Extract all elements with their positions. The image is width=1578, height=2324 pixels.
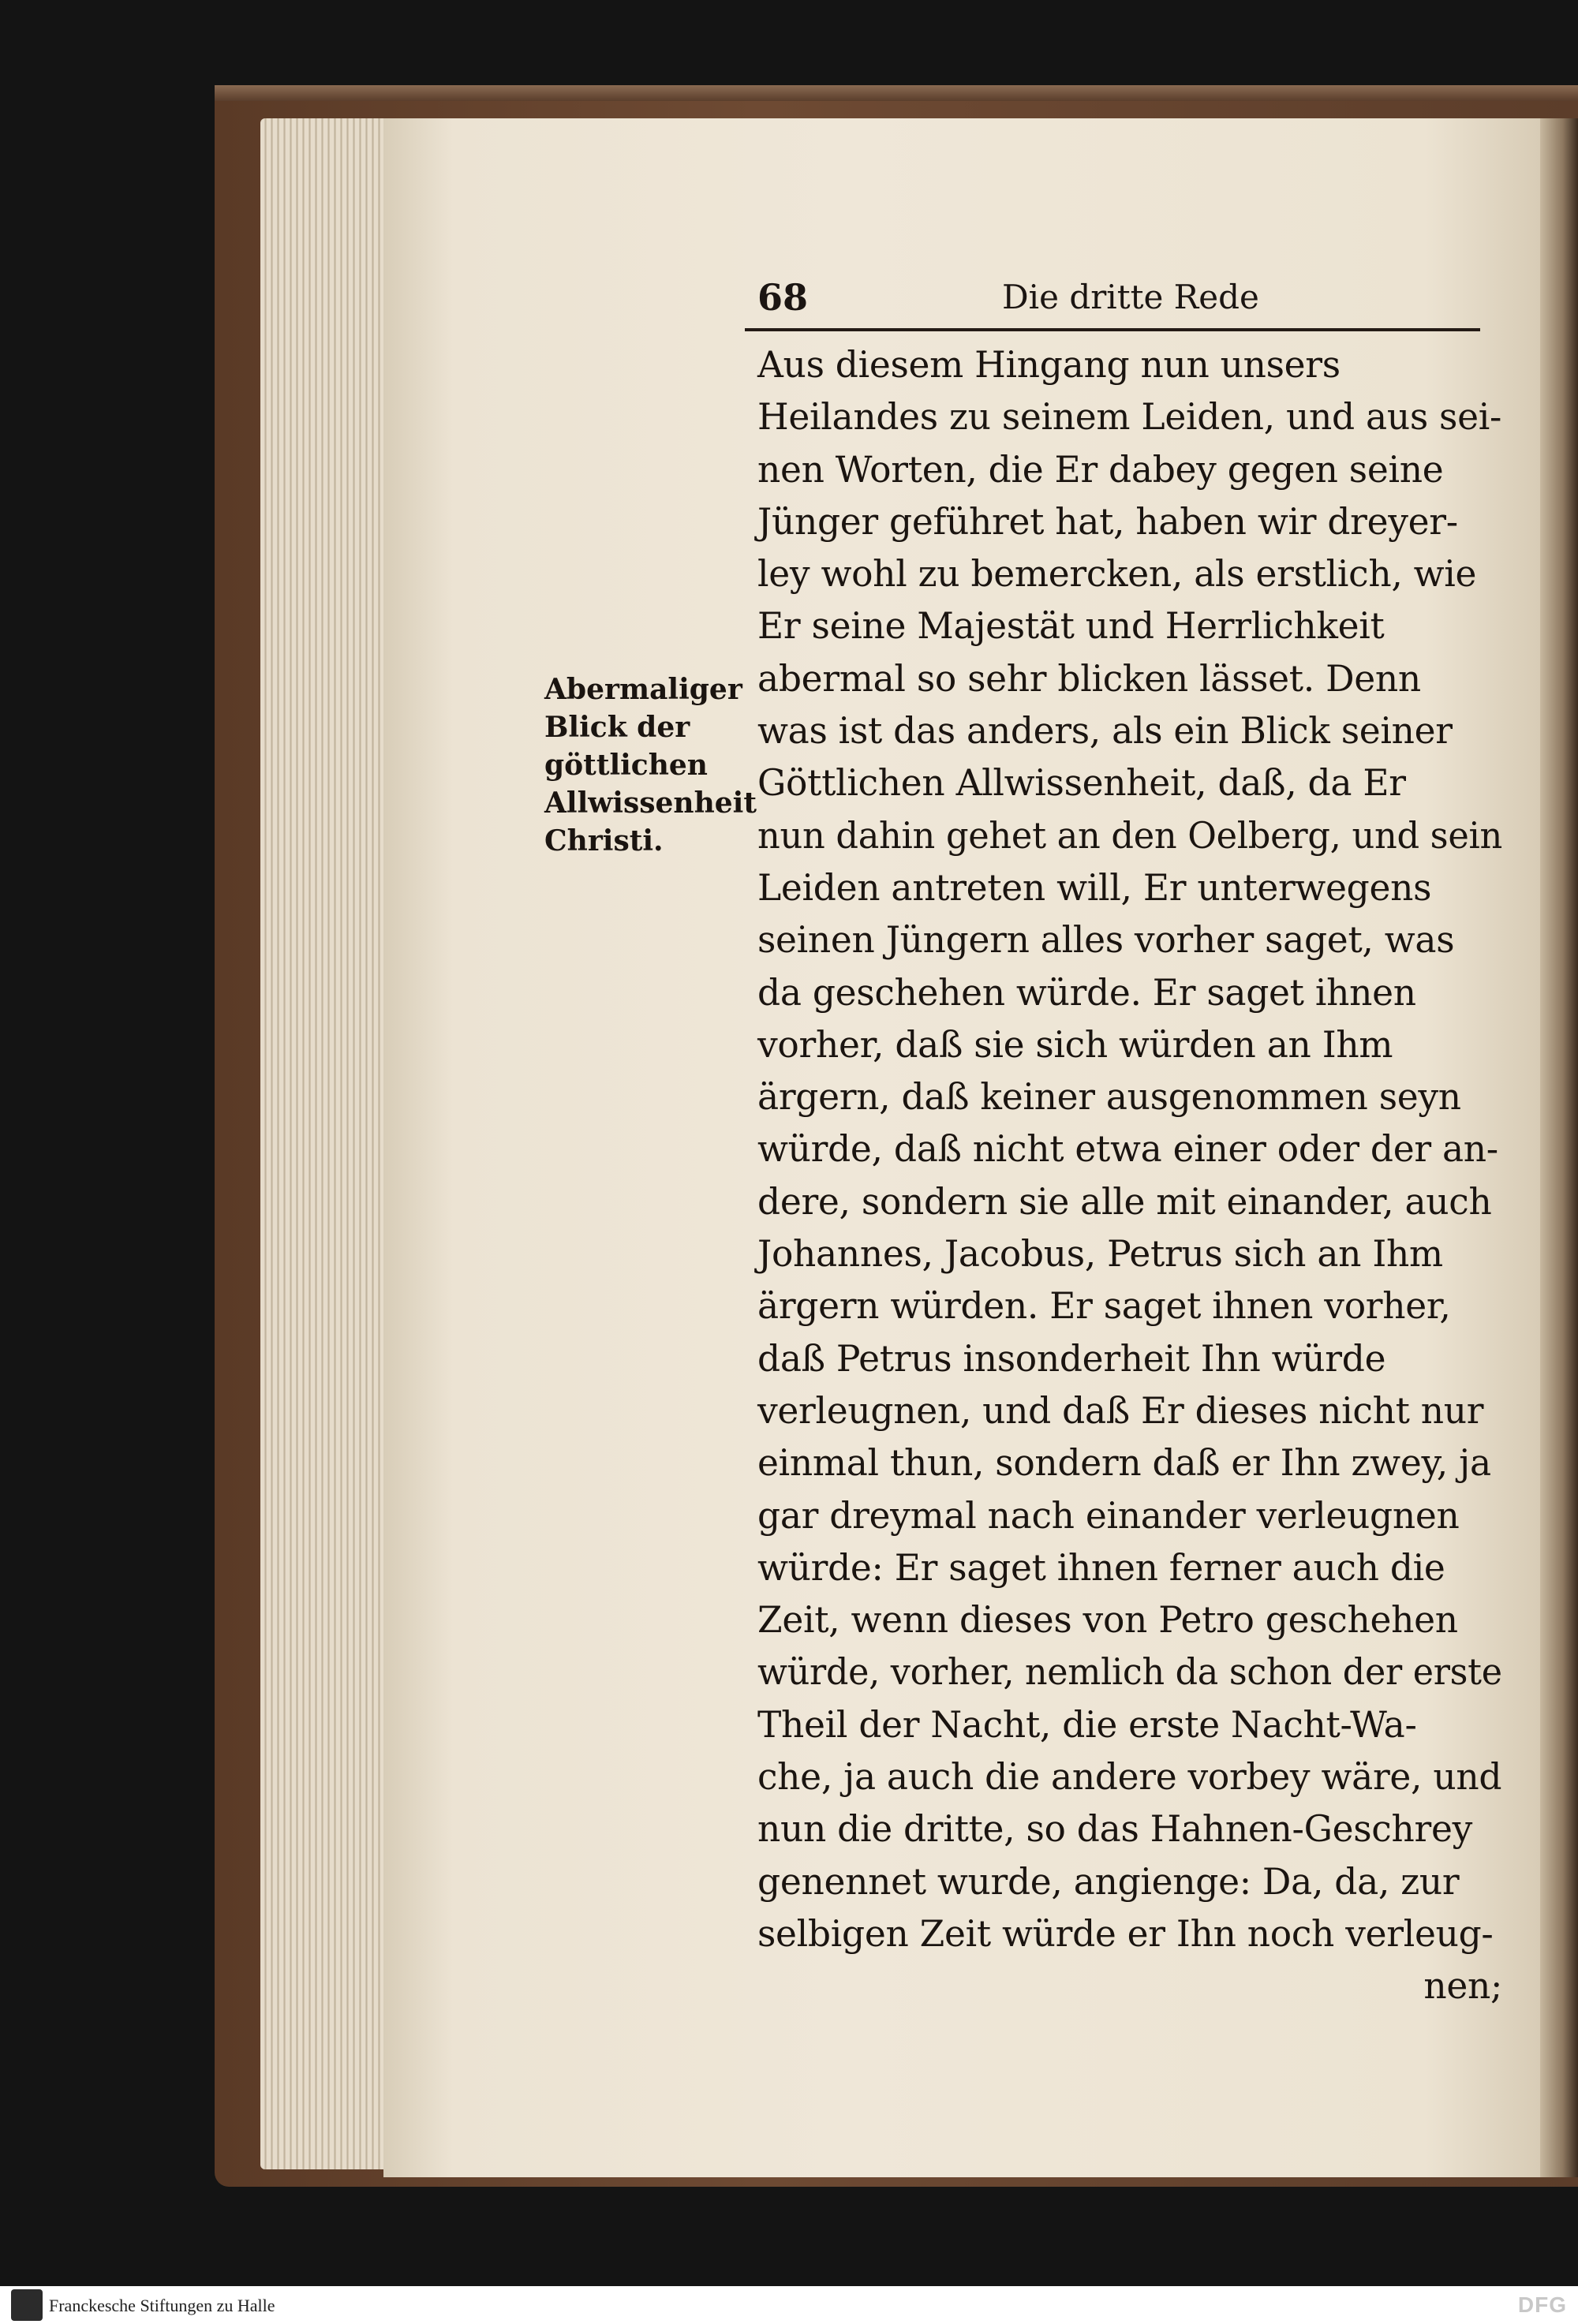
institution-logo-icon xyxy=(11,2289,43,2321)
text-line: da geschehen würde. Er saget ihnen xyxy=(757,971,1416,1014)
text-line: che, ja auch die andere vorbey wäre, und xyxy=(757,1756,1502,1799)
page-edges xyxy=(260,118,387,2169)
text-line: Aus diesem Hingang nun unsers xyxy=(757,344,1341,386)
text-line: würde, daß nicht etwa einer oder der an- xyxy=(757,1128,1498,1171)
margin-note xyxy=(544,671,757,860)
text-line: verleugnen, und daß Er dieses nicht nur xyxy=(757,1389,1484,1432)
running-head: Die dritte Rede xyxy=(1002,278,1259,316)
margin-note-line: Christi. xyxy=(544,824,664,857)
text-line: einmal thun, sondern daß er Ihn zwey, ja xyxy=(757,1442,1491,1485)
text-line: seinen Jüngern alles vorher saget, was xyxy=(757,919,1455,962)
text-line: Zeit, wenn dieses von Petro geschehen xyxy=(757,1599,1458,1642)
text-line: gar dreymal nach einander verleugnen xyxy=(757,1494,1460,1537)
text-line: ärgern, daß keiner ausgenommen seyn xyxy=(757,1076,1461,1119)
text-line: abermal so sehr blicken lässet. Denn xyxy=(757,657,1421,700)
text-line: Heilandes zu seinem Leiden, und aus sei- xyxy=(757,396,1502,439)
margin-note-line: Abermaliger xyxy=(544,673,742,706)
margin-note-line: Allwissenheit xyxy=(544,786,757,820)
text-line: würde, vorher, nemlich da schon der erste xyxy=(757,1651,1502,1694)
text-line: ärgern würden. Er saget ihnen vorher, xyxy=(757,1285,1451,1328)
page-number: 68 xyxy=(757,276,809,319)
text-line: genennet wurde, angienge: Da, da, zur xyxy=(757,1860,1460,1903)
text-line: selbigen Zeit würde er Ihn noch verleug- xyxy=(757,1912,1494,1955)
text-line: Göttlichen Allwissenheit, daß, da Er xyxy=(757,762,1406,805)
page-gutter xyxy=(1540,118,1578,2177)
text-line: würde: Er saget ihnen ferner auch die xyxy=(757,1546,1445,1589)
catchword: nen; xyxy=(1423,1965,1502,2008)
text-line: nun die dritte, so das Hahnen-Geschrey xyxy=(757,1808,1472,1851)
institution-label: Franckesche Stiftungen zu Halle xyxy=(49,2296,275,2315)
viewer-footer xyxy=(0,2286,1578,2324)
cover-top-edge xyxy=(215,85,1578,101)
text-line: Er seine Majestät und Herrlichkeit xyxy=(757,605,1385,648)
dfg-badge: DFG xyxy=(1517,2292,1567,2317)
text-line: ley wohl zu bemercken, als erstlich, wie xyxy=(757,553,1477,596)
margin-note-line: göttlichen xyxy=(544,749,708,782)
text-line: was ist das anders, als ein Blick seiner xyxy=(757,710,1453,753)
text-line: nun dahin gehet an den Oelberg, und sein xyxy=(757,814,1502,857)
text-line: dere, sondern sie alle mit einander, auch xyxy=(757,1180,1492,1223)
text-line: daß Petrus insonderheit Ihn würde xyxy=(757,1337,1386,1380)
page-header xyxy=(757,276,1483,325)
body-text xyxy=(757,339,1502,2013)
text-line: Leiden antreten will, Er unterwegens xyxy=(757,866,1432,909)
text-line: nen Worten, die Er dabey gegen seine xyxy=(757,448,1444,491)
text-line: Theil der Nacht, die erste Nacht-Wa- xyxy=(757,1703,1417,1746)
text-line: Johannes, Jacobus, Petrus sich an Ihm xyxy=(757,1233,1443,1276)
header-rule xyxy=(745,328,1480,331)
margin-note-line: Blick der xyxy=(544,711,690,744)
text-line: Jünger geführet hat, haben wir dreyer- xyxy=(757,500,1458,543)
text-line: vorher, daß sie sich würden an Ihm xyxy=(757,1023,1393,1066)
